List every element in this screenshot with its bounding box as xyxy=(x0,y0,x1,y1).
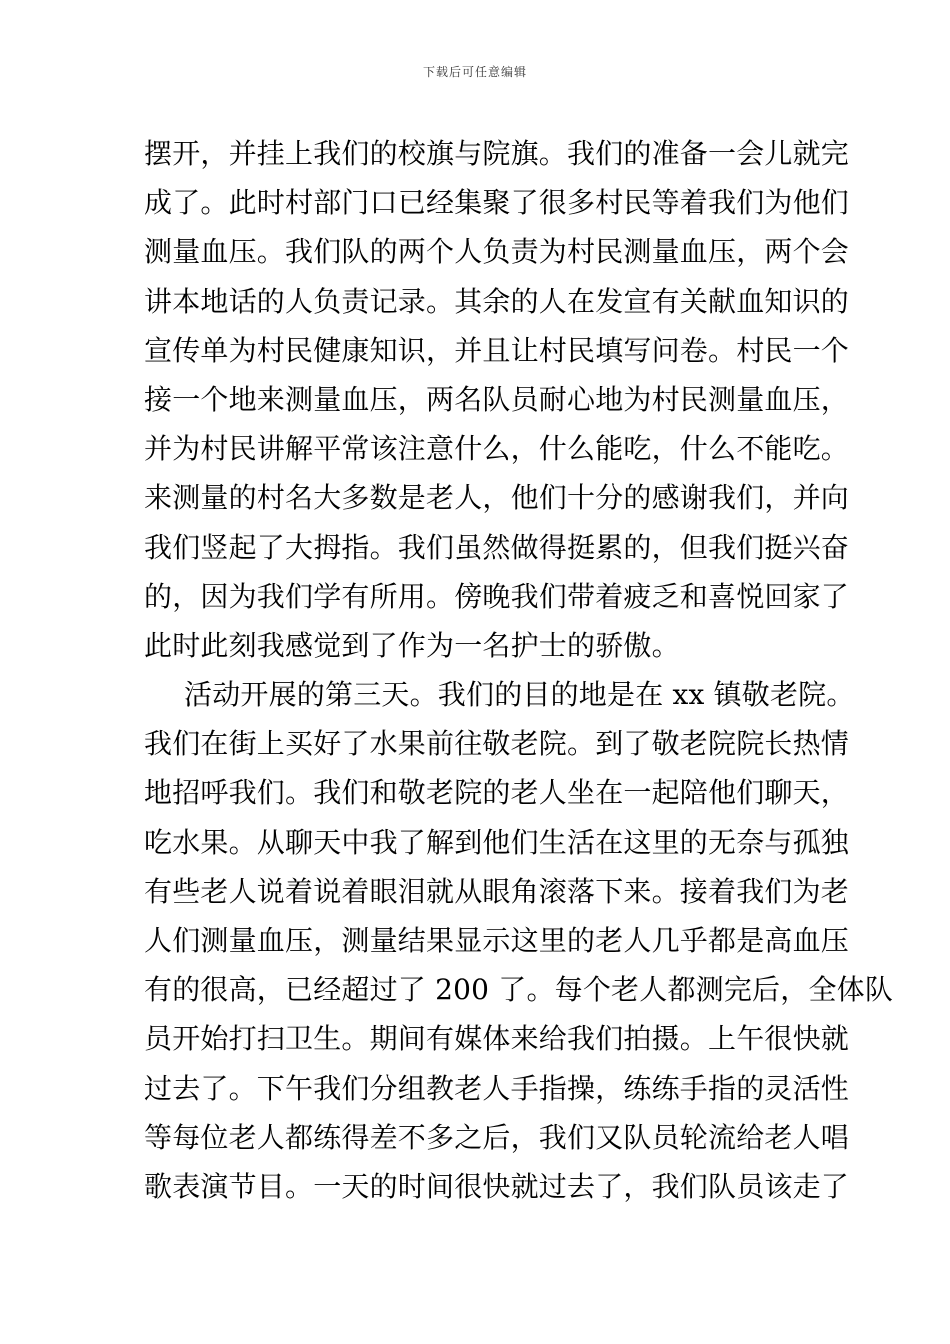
text-line: 有的很高，已经超过了 200 了。每个老人都测完后，全体队 xyxy=(144,973,894,1007)
text-line: 的，因为我们学有所用。傍晚我们带着疲乏和喜悦回家了 xyxy=(144,579,850,613)
text-line: 活动开展的第三天。我们的目的地是在 xx 镇敬老院。 xyxy=(184,678,855,712)
text-line: 人们测量血压，测量结果显示这里的老人几乎都是高血压 xyxy=(144,924,850,957)
text-line: 地招呼我们。我们和敬老院的老人坐在一起陪他们聊天， xyxy=(144,776,850,810)
text-line: 并为村民讲解平常该注意什么，什么能吃，什么不能吃。 xyxy=(144,432,850,466)
page-header: 下载后可任意编辑 xyxy=(422,65,527,79)
text-line: 我们在街上买好了水果前往敬老院。到了敬老院院长热情 xyxy=(144,727,850,761)
paragraph-1 xyxy=(144,129,850,670)
text-line: 接一个地来测量血压，两名队员耐心地为村民测量血压， xyxy=(144,382,850,416)
text-line: 此时此刻我感觉到了作为一名护士的骄傲。 xyxy=(144,628,680,662)
document-body xyxy=(144,129,894,1211)
text-line: 讲本地话的人负责记录。其余的人在发宣有关献血知识的 xyxy=(144,284,850,318)
text-line: 员开始打扫卫生。期间有媒体来给我们拍摄。上午很快就 xyxy=(144,1022,850,1056)
text-line: 歌表演节目。一天的时间很快就过去了，我们队员该走了 xyxy=(144,1169,850,1203)
text-line: 测量血压。我们队的两个人负责为村民测量血压，两个会 xyxy=(144,235,850,269)
text-line: 有些老人说着说着眼泪就从眼角滚落下来。接着我们为老 xyxy=(144,874,850,908)
text-line: 宣传单为村民健康知识，并且让村民填写问卷。村民一个 xyxy=(144,333,850,367)
text-line: 吃水果。从聊天中我了解到他们生活在这里的无奈与孤独 xyxy=(144,825,850,859)
text-line: 等每位老人都练得差不多之后，我们又队员轮流给老人唱 xyxy=(144,1120,850,1154)
text-line: 我们竖起了大拇指。我们虽然做得挺累的，但我们挺兴奋 xyxy=(144,530,850,564)
paragraph-2 xyxy=(144,670,894,1211)
text-line: 摆开，并挂上我们的校旗与院旗。我们的准备一会儿就完 xyxy=(144,137,850,170)
text-line: 过去了。下午我们分组教老人手指操，练练手指的灵活性 xyxy=(144,1071,850,1105)
text-line: 成了。此时村部门口已经集聚了很多村民等着我们为他们 xyxy=(144,186,850,220)
text-line: 来测量的村名大多数是老人，他们十分的感谢我们，并向 xyxy=(144,481,850,515)
